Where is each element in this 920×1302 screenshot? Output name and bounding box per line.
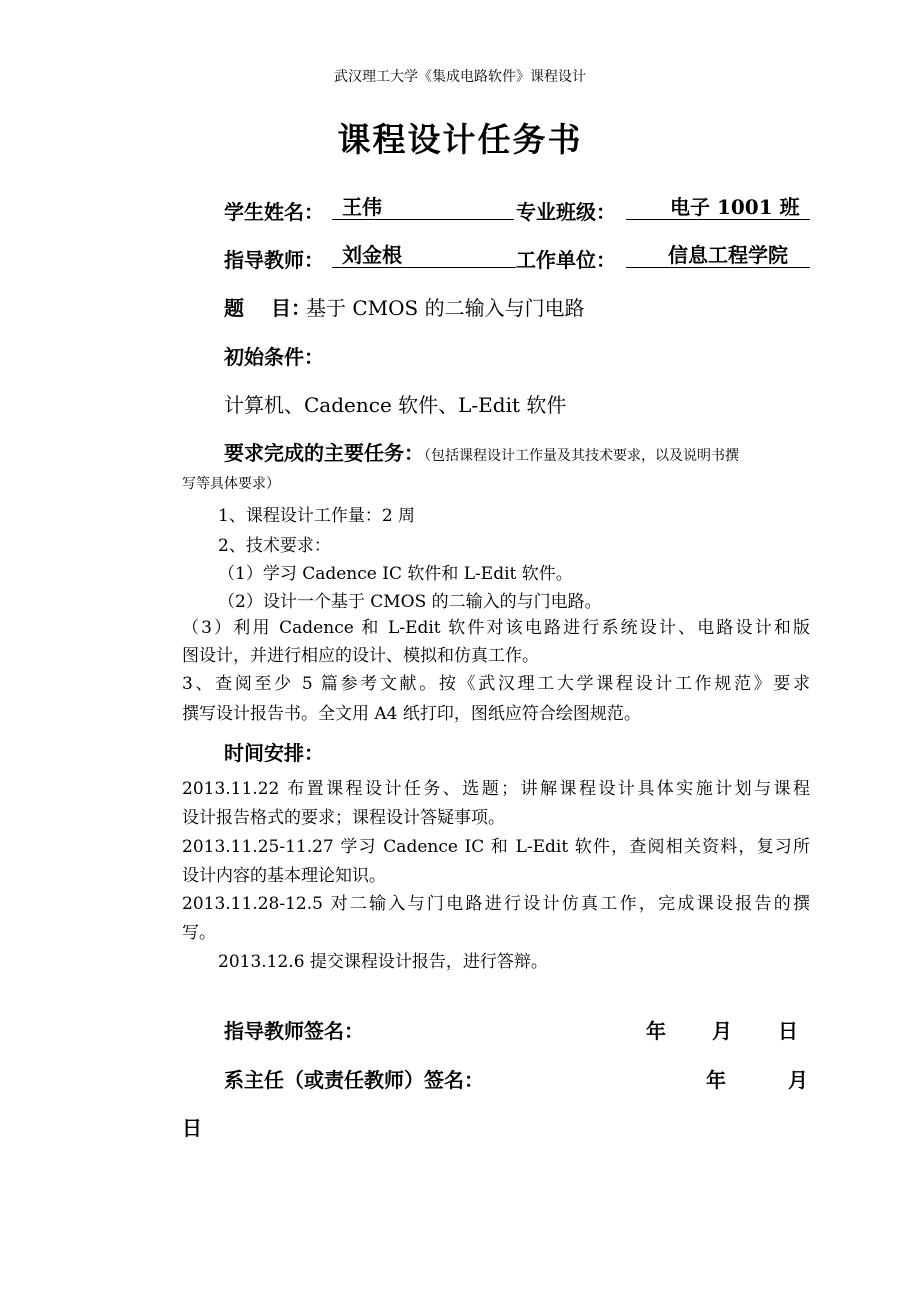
- task-item: 撰写设计报告书。全文用 A4 纸打印，图纸应符合绘图规范。: [182, 704, 641, 724]
- topic-value: 基于 CMOS 的二输入与门电路: [306, 296, 585, 320]
- unit-value: 信息工程学院: [626, 242, 810, 268]
- tasks-note-line2: 写等具体要求）: [182, 476, 280, 492]
- student-name-value: 王伟: [332, 194, 514, 220]
- task-item: 2、技术要求：: [218, 536, 331, 556]
- topic-label: 题 目：: [224, 296, 311, 320]
- director-signature-day: 日: [182, 1116, 202, 1140]
- teacher-signature-label: 指导教师签名：: [224, 1019, 364, 1043]
- director-signature-year: 年: [706, 1068, 726, 1092]
- tasks-label: 要求完成的主要任务：: [224, 441, 424, 465]
- teacher-value: 刘金根: [332, 242, 516, 268]
- task-item: 3、查阅至少 5 篇参考文献。按《武汉理工大学课程设计工作规范》要求: [182, 674, 810, 694]
- task-item: 1、课程设计工作量：2 周: [218, 506, 416, 526]
- class-value: 电子 1001 班: [626, 194, 810, 220]
- task-item: 图设计，并进行相应的设计、模拟和仿真工作。: [182, 646, 539, 666]
- tasks-note-line1: （包括课程设计工作量及其技术要求，以及说明书撰: [424, 448, 739, 464]
- page-title: 课程设计任务书: [337, 120, 583, 159]
- schedule-line: 2013.11.28-12.5 对二输入与门电路进行设计仿真工作，完成课设报告的撰: [182, 894, 810, 914]
- teacher-signature-year: 年: [646, 1019, 666, 1043]
- task-item: （3）利用 Cadence 和 L-Edit 软件对该电路进行系统设计、电路设计和版: [182, 618, 810, 638]
- director-signature-month: 月: [788, 1068, 808, 1092]
- schedule-line: 2013.12.6 提交课程设计报告，进行答辩。: [218, 952, 548, 972]
- teacher-label: 指导教师：: [224, 248, 324, 272]
- tasks-heading: [224, 437, 739, 466]
- task-item: （1）学习 Cadence IC 软件和 L-Edit 软件。: [218, 564, 573, 584]
- student-name-label: 学生姓名：: [224, 200, 324, 224]
- page-header: 武汉理工大学《集成电路软件》课程设计: [334, 69, 586, 85]
- schedule-line: 2013.11.25-11.27 学习 Cadence IC 和 L-Edit 软件，查阅相关资料，复习所: [182, 837, 810, 857]
- director-signature-label: 系主任（或责任教师）签名：: [224, 1068, 484, 1092]
- schedule-line: 设计报告格式的要求；课程设计答疑事项。: [182, 808, 505, 828]
- unit-label: 工作单位：: [516, 248, 616, 272]
- task-item: （2）设计一个基于 CMOS 的二输入的与门电路。: [218, 592, 602, 612]
- teacher-signature-day: 日: [778, 1019, 798, 1043]
- initial-conditions-value: 计算机、Cadence 软件、L-Edit 软件: [224, 393, 567, 417]
- initial-conditions-label: 初始条件：: [224, 345, 324, 369]
- schedule-line: 2013.11.22 布置课程设计任务、选题；讲解课程设计具体实施计划与课程: [182, 779, 810, 799]
- schedule-line: 写。: [182, 923, 216, 943]
- teacher-signature-month: 月: [712, 1019, 732, 1043]
- schedule-line: 设计内容的基本理论知识。: [182, 866, 386, 886]
- schedule-label: 时间安排：: [224, 741, 324, 765]
- class-label: 专业班级：: [516, 200, 616, 224]
